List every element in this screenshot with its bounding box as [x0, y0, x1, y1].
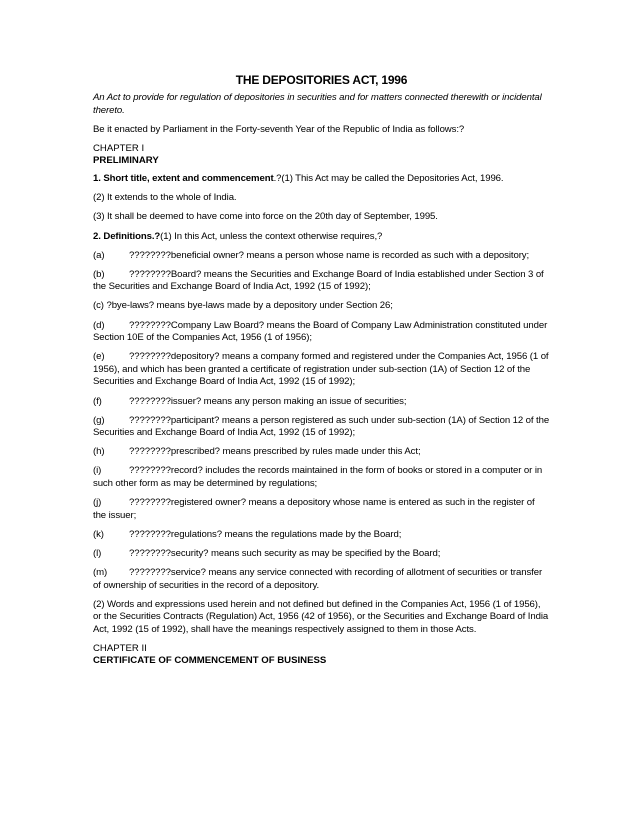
definition-g — [93, 415, 550, 440]
definition-b — [93, 269, 550, 294]
definition-c — [93, 300, 550, 313]
definition-text: ????????service? means any service connected with recording of allotment of securities or transfer of ownership of securities in the record of a depository. — [93, 566, 543, 591]
definition-text: ????????record? includes the records maintained in the form of books or stored in a computer or in such other form as may be determined by regulations; — [93, 465, 543, 489]
definition-h — [93, 446, 550, 459]
section-2-text: (1) In this Act, unless the context otherwise requires,? — [160, 230, 383, 242]
definition-text: ????????prescribed? means prescribed by rules made under this Act; — [129, 446, 421, 458]
chapter-2-label: CHAPTER II — [93, 642, 147, 654]
definition-text: (c) ?bye-laws? means bye-laws made by a depository under Section 26; — [93, 300, 393, 312]
definition-label: (e) — [93, 351, 105, 363]
definition-label: (g) — [93, 414, 105, 426]
definition-m — [93, 567, 550, 592]
definition-text: ????????issuer? means any person making an issue of securities; — [129, 395, 407, 407]
definition-d — [93, 320, 550, 345]
definition-label: (b) — [93, 268, 105, 280]
chapter-1-heading: PRELIMINARY — [93, 154, 159, 166]
definition-text: ????????beneficial owner? means a person whose name is recorded as such with a depository; — [129, 249, 530, 261]
document-title: THE DEPOSITORIES ACT, 1996 — [235, 73, 408, 87]
definition-label: (h) — [93, 446, 105, 458]
definition-text: ????????participant? means a person registered as such under sub-section (1A) of Section 12 of the Securities and Exchange Board of India Act, 1992 (15 of 1992); — [93, 414, 550, 439]
definition-i — [93, 465, 550, 490]
section-2 — [93, 231, 550, 244]
definition-f — [93, 396, 550, 409]
definition-label: (l) — [93, 547, 102, 559]
definition-text: ????????regulations? means the regulations made by the Board; — [129, 528, 402, 540]
definition-label: (j) — [93, 497, 102, 509]
definition-text: ????????depository? means a company formed and registered under the Companies Act, 1956 (1 of 1956), and which has been granted a certificate of registration under sub-section (1A) of Section 12 of the Securities and Exchange Board of India Act, 1992 (15 of 1992); — [93, 351, 549, 388]
section-1 — [93, 173, 550, 186]
definition-l — [93, 548, 550, 561]
definition-text: ????????security? means such security as may be specified by the Board; — [129, 547, 441, 559]
section-2-2: (2) Words and expressions used herein and not defined but defined in the Companies Act, 1956 (1 of 1956), or the Securities Contracts (Regulation) Act, 1956 (42 of 1956), or the Securities and Exchange Board of India Act, 1992 (15 of 1992), shall have the meanings respectively assigned to them in those Acts. — [93, 598, 549, 635]
section-2-heading: 2. Definitions.? — [93, 230, 161, 242]
preamble: An Act to provide for regulation of depositories in securities and for matters connected therewith or incidental thereto. — [93, 92, 542, 116]
chapter-2-heading: CERTIFICATE OF COMMENCEMENT OF BUSINESS — [93, 654, 327, 666]
section-1-text: .?(1) This Act may be called the Depositories Act, 1996. — [273, 173, 504, 185]
definition-text: ????????Company Law Board? means the Board of Company Law Administration constituted under Section 10E of the Companies Act, 1956 (1 of 1956); — [93, 319, 548, 344]
chapter-1-label: CHAPTER I — [93, 142, 145, 154]
definition-e — [93, 351, 550, 389]
chapter-1 — [93, 143, 550, 167]
definition-text: ????????Board? means the Securities and Exchange Board of India established under Section 3 of the Securities and Exchange Board of India Act, 1992 (15 of 1992); — [93, 268, 544, 293]
chapter-2 — [93, 643, 550, 667]
definition-label: (d) — [93, 319, 105, 331]
definition-j — [93, 497, 550, 522]
definition-k — [93, 529, 550, 542]
definition-label: (k) — [93, 528, 104, 540]
definition-label: (i) — [93, 465, 102, 477]
section-1-3: (3) It shall be deemed to have come into force on the 20th day of September, 1995. — [93, 211, 438, 223]
definition-label: (m) — [93, 566, 108, 578]
definition-text: ????????registered owner? means a depository whose name is entered as such in the register of the issuer; — [93, 497, 535, 521]
definitions-list — [93, 250, 550, 592]
definition-a — [93, 250, 550, 263]
section-1-2: (2) It extends to the whole of India. — [93, 192, 237, 204]
definition-label: (f) — [93, 395, 102, 407]
definition-label: (a) — [93, 249, 105, 261]
section-1-heading: 1. Short title, extent and commencement — [93, 173, 274, 185]
enacting-clause: Be it enacted by Parliament in the Forty-seventh Year of the Republic of India as follows:? — [93, 123, 465, 135]
